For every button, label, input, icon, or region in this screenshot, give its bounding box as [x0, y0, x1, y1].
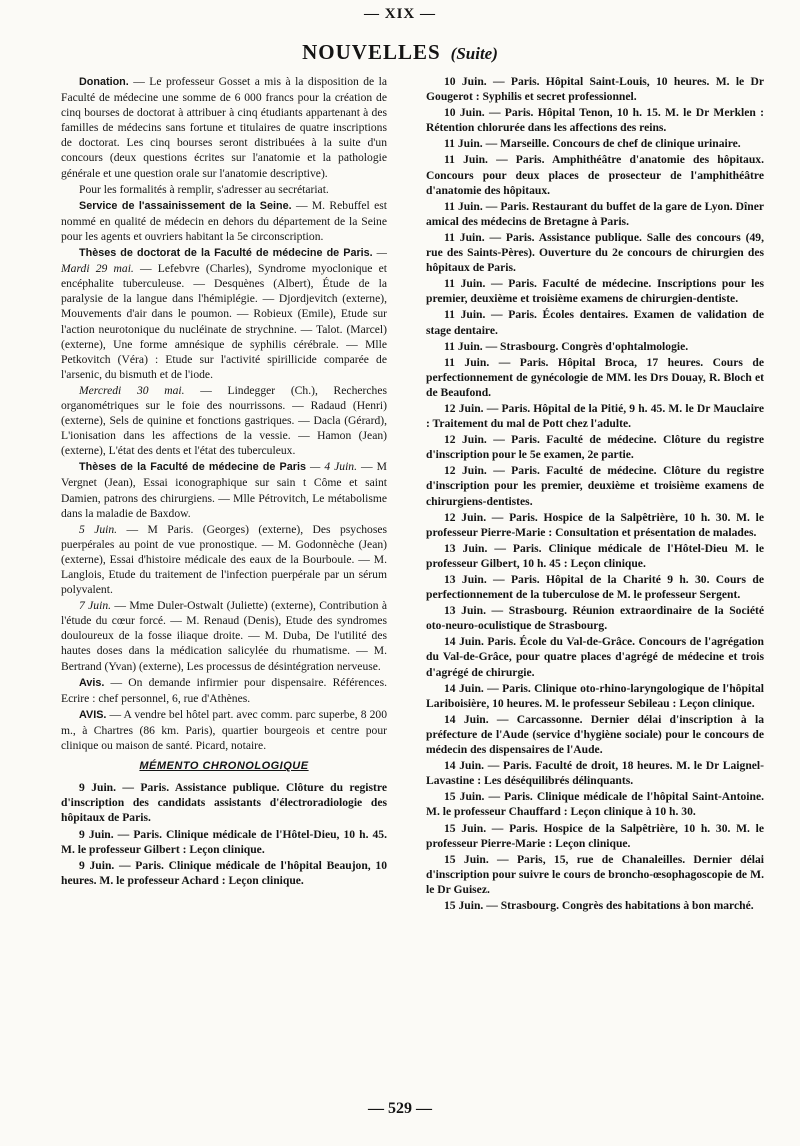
avis2-text: — A vendre bel hôtel part. avec comm. parc superbe, 8 200 m., à Chartres (86 km. Paris), quartier bourgeois et centre pour clinique ou maison de santé. Picard, notaire. [61, 707, 387, 753]
page-title [0, 40, 800, 65]
donation-text: — Le professeur Gosset a mis à la disposition de la Faculté de médecine une somme de 6 000 francs pour la création de cinq bourses de doctorat à attribuer à cinq étudiants appartenant à des familles de médecins sans fortune et titulaires de quatre inscriptions de doctorat. Les cinq bourses seront distribuées à la suite d'un concours (deux questions écrites sur l'anatomie et la pathologie générale et une question orale sur l'anatomie descriptive). [61, 75, 387, 180]
title-main: NOUVELLES [302, 40, 441, 64]
memento-item: 15 Juin. — Strasbourg. Congrès des habitations à bon marché. [444, 898, 754, 912]
donation-paragraph [61, 74, 387, 181]
service-paragraph [61, 198, 387, 244]
avis2-label: AVIS. [79, 708, 107, 721]
juin7-date: 7 Juin. [79, 599, 112, 613]
juin5-text: — M Paris. (Georges) (externe), Des psychoses puerpérales au point de vue pronostique. — M. Godonnèche (Jean) (externe), Essai d'histoire médicale des eaux de la Bourboule. — M. Langlois, Etude du traitement de l'infection puerpérale par un sérum polyvalent. [61, 522, 387, 597]
memento-item: 10 Juin. — Paris. Hôpital Saint-Louis, 10 heures. M. le Dr Gougerot : Syphilis et secret professionnel. [426, 75, 764, 104]
theses2-label: Thèses de la Faculté de médecine de Paris [79, 461, 306, 474]
donation-paragraph-2: Pour les formalités à remplir, s'adresser au secrétariat. [79, 182, 329, 196]
service-label: Service de l'assainissement de la Seine. [79, 199, 292, 212]
title-suite: (Suite) [450, 44, 498, 63]
memento-item: 12 Juin. — Paris. Faculté de médecine. Clôture du registre d'inscription pour les premier, deuxième et troisième examens de chirurgiens-dentistes. [426, 464, 764, 508]
theses2-paragraph [61, 459, 387, 520]
theses2-text: — M Vergnet (Jean), Essai iconographique sur sain t Côme et saint Damien, patrons des chirurgiens. — Mlle Pétrovitch, Le métabolisme dans la maladie de Baxdow. [61, 460, 387, 520]
memento-item: 12 Juin. — Paris. Faculté de médecine. Clôture du registre d'inscription pour le 5e examen, 2e partie. [426, 433, 764, 462]
memento-item: 10 Juin. — Paris. Hôpital Tenon, 10 h. 15. M. le Dr Merklen : Rétention chlorurée dans les affections des reins. [426, 106, 764, 135]
juin7-paragraph [61, 598, 387, 673]
left-column [61, 74, 387, 889]
memento-item: 11 Juin. — Paris. Hôpital Broca, 17 heures. Cours de perfectionnement de gynécologie de MM. les Drs Douay, R. Bloch et de Beaufond. [426, 355, 764, 399]
right-column [426, 74, 764, 914]
memento-item: 11 Juin. — Paris. Assistance publique. Salle des concours (49, rue des Saints-Pères). Ouverture du 2e concours de chirurgien des hôpitaux de Paris. [426, 230, 764, 275]
memento-item: 15 Juin. — Paris. Hospice de la Salpêtrière, 10 h. 30. M. le professeur Pierre-Marie : Leçon clinique. [426, 821, 764, 850]
memento-item: 14 Juin. — Paris. Faculté de droit, 18 heures. M. le Dr Laignel-Lavastine : Les déséquilibrés délinquants. [426, 759, 764, 788]
memento-item: 15 Juin. — Paris, 15, rue de Chanaleilles. Dernier délai d'inscription pour suivre le cours de broncho-œsophagoscopie de M. le Dr Guisez. [426, 852, 764, 896]
avis-text: — On demande infirmier pour dispensaire. Références. Ecrire : chef personnel, 6, rue d'Athènes. [61, 675, 387, 705]
service-text: — M. Rebuffel est nommé en qualité de médecin en dehors du département de la Seine pour les agents et ouvriers habitant la 5e circonscription. [61, 198, 387, 243]
memento-item: 11 Juin. — Paris. Faculté de médecine. Inscriptions pour les premier, deuxième et troisième examens de chirurgien-dentiste. [426, 277, 764, 306]
memento-item: 13 Juin. — Paris. Hôpital de la Charité 9 h. 30. Cours de perfectionnement de la tuberculose de M. le professeur Sergent. [426, 573, 764, 602]
donation-label: Donation. [79, 76, 129, 88]
theses-mardi-text: — Lefebvre (Charles), Syndrome myoclonique et encéphalite tuberculeuse. — Desquènes (Albert), Étude de la paralysie de la langue dans l'hémiplégie. — Djordjevitch (externe), Mouvements d'air dans le poumon. — Robieux (Emile), Etude sur l'action neurotonique du nucléinate de strychnine. — Talot. (Marcel) (externe), Une forme amnésique de syphilis cérébrale. — Mlle Petkovitch (Véra) : Etude sur l'activité spirillicide comparée de l'arsenic, du bismuth et de l'iode. [61, 262, 388, 381]
juin5-date: 5 Juin. [79, 522, 118, 536]
avis2-paragraph [61, 707, 387, 753]
memento-item: 14 Juin. Paris. École du Val-de-Grâce. Concours de l'agrégation du Val-de-Grâce, pour quatre places d'agrégé de médecine et trois d'agrégé de chirurgie. [426, 635, 764, 679]
memento-item: 12 Juin. — Paris. Hôpital de la Pitié, 9 h. 45. M. le Dr Mauclaire : Traitement du mal de Pott chez l'adulte. [426, 401, 764, 431]
memento-item: 11 Juin. — Paris. Restaurant du buffet de la gare de Lyon. Dîner amical des médecins de Bretagne à Paris. [426, 199, 764, 228]
memento-item: 11 Juin. — Paris. Écoles dentaires. Examen de validation de stage dentaire. [426, 308, 764, 337]
memento-item: 14 Juin. — Carcassonne. Dernier délai d'inscription à la préfecture de l'Aude (service d'hygiène sociale) pour le concours de médecin des dispensaires de l'Aude. [426, 712, 764, 757]
memento-item: 13 Juin. — Paris. Clinique médicale de l'Hôtel-Dieu M. le professeur Gilbert, 10 h. 45 : Leçon clinique. [426, 541, 764, 570]
juin7-text: — Mme Duler-Ostwalt (Juliette) (externe), Contribution à l'étude du cœur forcé. — M. Renaud (Denis), Etude des syndromes douloureux de la fosse iliaque droite. — M. Duba, De l'utilité des hautes doses dans la médication salicylée du rhumatisme. — M. Bertrand (Yvan) (externe), Les processus de désintégration nerveuse. [61, 599, 387, 673]
theses-label: Thèses de doctorat de la Faculté de médecine de Paris. [79, 247, 373, 260]
memento-item: 12 Juin. — Paris. Hospice de la Salpêtrière, 10 h. 30. M. le professeur Pierre-Marie : Consultation et présentation de malades. [426, 510, 764, 539]
theses-mercredi-text: — Lindegger (Ch.), Recherches organométriques sur le foie des nourrissons. — Radaud (Henri) (externe), Sels de quinine et fonctions gastriques. — Dacla (Gérard), L'ionisation dans les affections de la vessie. — Hamon (Jean) (externe), L'état des dents et l'état des tuberculeux. [61, 383, 387, 458]
page-number: — 529 — [368, 1100, 432, 1117]
memento-item: 15 Juin. — Paris. Clinique médicale de l'hôpital Saint-Antoine. M. le professeur Chauffard : Leçon clinique à 10 h. 30. [426, 790, 764, 819]
theses-mardi: — Mardi 29 mai. [61, 246, 387, 276]
avis-label: Avis. [79, 676, 105, 689]
memento-item: 9 Juin. — Paris. Clinique médicale de l'Hôtel-Dieu, 10 h. 45. M. le professeur Gilbert : Leçon clinique. [61, 827, 387, 856]
memento-item: 11 Juin. — Strasbourg. Congrès d'ophtalmologie. [444, 339, 689, 353]
memento-item: 9 Juin. — Paris. Assistance publique. Clôture du registre d'inscription des candidats assistants d'électroradiologie des hôpitaux de Paris. [61, 781, 387, 825]
memento-item: 13 Juin. — Strasbourg. Réunion extraordinaire de la Société oto-neuro-oculistique de Strasbourg. [426, 604, 764, 633]
juin5-paragraph [61, 522, 387, 597]
memento-item: 11 Juin. — Paris. Amphithéâtre d'anatomie des hôpitaux. Concours pour deux places de prosecteur de l'amphithéâtre d'anatomie des hôpitaux. [426, 153, 764, 197]
memento-item: 11 Juin. — Marseille. Concours de chef de clinique urinaire. [444, 137, 741, 151]
theses2-date: — 4 Juin. [305, 460, 358, 474]
page-roman-numeral: — XIX — [363, 6, 436, 22]
theses-mercredi: Mercredi 30 mai. [79, 383, 185, 397]
theses-mercredi-paragraph [61, 383, 387, 458]
theses-paragraph [61, 245, 387, 382]
memento-item: 9 Juin. — Paris. Clinique médicale de l'hôpital Beaujon, 10 heures. M. le professeur Achard : Leçon clinique. [61, 858, 387, 887]
avis-paragraph [61, 675, 387, 706]
memento-title: MÉMENTO CHRONOLOGIQUE [139, 760, 309, 773]
memento-item: 14 Juin. — Paris. Clinique oto-rhino-laryngologique de l'hôpital Lariboisière, 10 heures. M. le professeur Sebileau : Leçon clinique. [426, 681, 764, 710]
